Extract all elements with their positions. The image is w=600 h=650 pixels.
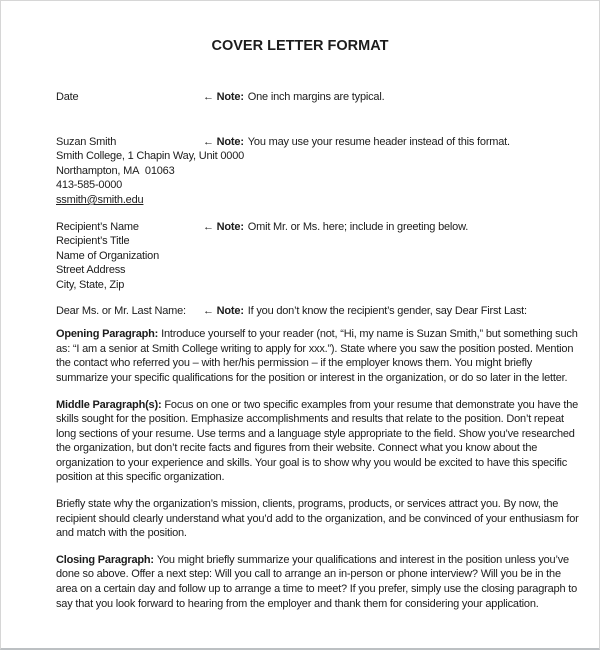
paragraph-label: Middle Paragraph(s): — [56, 398, 162, 411]
document-title: COVER LETTER FORMAT — [211, 38, 389, 54]
paragraph-text: Focus on one or two specific examples from your resume that demonstrate you have the skills sought for the position. Emphasize accomplishments and results that relate to the position. Don’t repeat long sections of your resume. Use terms and a language style appropriate to the field. Show you’ve researched the organization, but don’t recite facts and figures from their website. Connect what you know about the organization to your experience and skills. Your goal is to show why you would be excited to have this specific position at this specific organization. — [56, 398, 579, 484]
paragraph-label: Opening Paragraph: — [56, 328, 159, 341]
paragraph-text: You might briefly summarize your qualifications and interest in the position unless you’ve done so above. Offer a next step: Will you call to arrange an in-person or phone interview? Will you be in the area on a certain day and follow up to arrange a time to meet? If you prefer, simply use the closing paragraph to say that you look forward to hearing from the employer and thank them for considering your application. — [56, 553, 577, 610]
note-label: Note: — [216, 135, 244, 148]
note-text: If you don’t know the recipient’s gender, say Dear First Last: — [247, 304, 527, 317]
document-content — [1, 39, 599, 611]
recipient-street-line: Street Address — [56, 264, 126, 277]
sender-email-line — [56, 193, 584, 208]
margin-note — [203, 90, 584, 105]
middle-paragraph — [56, 398, 584, 486]
sender-block — [56, 135, 584, 208]
date-label: Date — [56, 91, 79, 103]
recipient-name-line — [56, 220, 584, 235]
margin-note — [203, 304, 584, 319]
recipient-organization-line: Name of Organization — [56, 249, 159, 262]
sender-phone: 413-585-0000 — [56, 179, 123, 192]
greeting-label: Dear Ms. or Mr. Last Name: — [56, 304, 186, 317]
note-text: You may use your resume header instead of this format. — [247, 135, 510, 148]
closing-paragraph — [56, 553, 584, 611]
greeting-line — [56, 304, 584, 319]
recipient-city-line: City, State, Zip — [56, 278, 125, 291]
note-text: One inch margins are typical. — [247, 91, 385, 103]
left-arrow-icon: ← — [203, 135, 214, 148]
paragraph-text: Introduce yourself to your reader (not, “Hi, my name is Suzan Smith,” but something such as: “I am a senior at Smith College writing to apply for xxx.”). State where you saw the position posted. Mention the contact who referred you – with her/his permission – if the employer knows them. You might briefly summarize your specific qualifications for the position or interest in the organization, or do so later in the letter. — [56, 328, 578, 384]
note-label: Note: — [216, 220, 244, 233]
body-paragraph — [56, 497, 584, 541]
left-arrow-icon: ← — [203, 304, 214, 317]
paragraph-text: Briefly state why the organization’s mission, clients, programs, products, or services attract you. By now, the recipient should clearly understand what you’d add to the organization, and be convinced of your enthusiasm for and match with the position. — [56, 498, 579, 540]
opening-paragraph — [56, 327, 584, 385]
recipient-block — [56, 220, 584, 293]
left-arrow-icon: ← — [203, 91, 214, 103]
email-link[interactable]: ssmith@smith.edu — [56, 193, 144, 206]
recipient-title-line: Recipient’s Title — [56, 235, 130, 248]
note-label: Note: — [216, 91, 244, 103]
sender-address-line: Northampton, MA 01063 — [56, 164, 175, 177]
paragraph-label: Closing Paragraph: — [56, 553, 154, 566]
sender-name: Suzan Smith — [56, 135, 117, 148]
margin-note — [203, 135, 584, 150]
sender-name-line — [56, 135, 584, 150]
note-label: Note: — [216, 304, 244, 317]
date-line — [56, 90, 584, 105]
left-arrow-icon: ← — [203, 220, 214, 233]
note-text: Omit Mr. or Ms. here; include in greeting below. — [247, 220, 469, 233]
recipient-name: Recipient’s Name — [56, 220, 139, 233]
margin-note — [203, 220, 584, 235]
sender-address-line: Smith College, 1 Chapin Way, Unit 0000 — [56, 150, 245, 163]
